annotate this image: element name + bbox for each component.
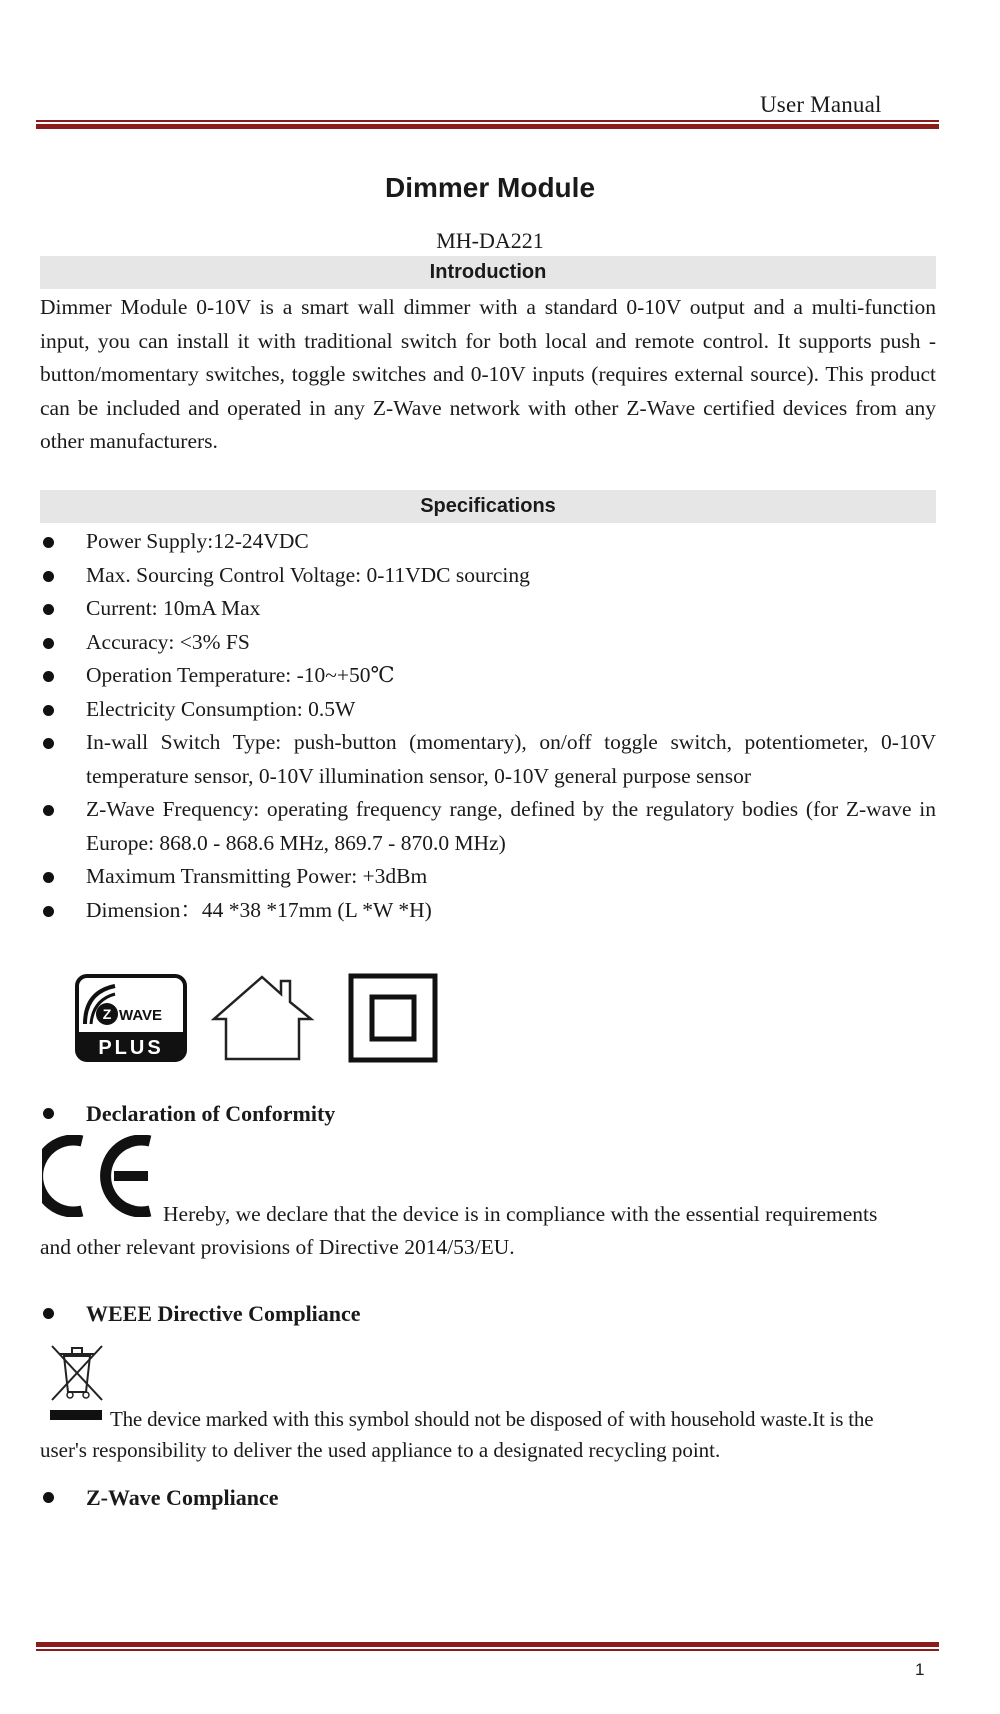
weee-text-line2: user's responsibility to deliver the used appliance to a designated recycling point. xyxy=(40,1438,721,1462)
spec-item: Operation Temperature: -10~+50℃ xyxy=(40,659,936,693)
weee-bin-icon xyxy=(48,1342,106,1402)
zwave-logo-text: WAVE xyxy=(119,1007,163,1024)
bullet-icon xyxy=(43,638,54,649)
spec-item: Accuracy: <3% FS xyxy=(40,626,936,660)
weee-heading: WEEE Directive Compliance xyxy=(40,1297,936,1330)
zwave-plus-logo-icon xyxy=(75,974,187,1062)
bullet-icon xyxy=(43,705,54,716)
bullet-icon xyxy=(43,571,54,582)
spec-item: Z-Wave Frequency: operating frequency range, defined by the regulatory bodies (for Z-wave in Europe: 868.0 - 868.6 MHz, 869.7 - 870.0 MHz) xyxy=(40,793,936,860)
bullet-icon xyxy=(43,671,54,682)
model-number: MH-DA221 xyxy=(436,228,544,253)
double-insulation-icon xyxy=(348,973,438,1063)
declaration-text-line1: Hereby, we declare that the device is in compliance with the essential requirements xyxy=(163,1202,878,1226)
bullet-icon xyxy=(43,537,54,548)
header-rule xyxy=(36,120,939,129)
svg-text:Z: Z xyxy=(102,1006,112,1022)
bullet-icon xyxy=(43,1308,54,1319)
document-title: Dimmer Module xyxy=(384,172,596,203)
ce-mark-icon xyxy=(42,1135,160,1217)
introduction-heading: Introduction xyxy=(40,256,936,289)
declaration-heading: Declaration of Conformity xyxy=(40,1097,936,1130)
spec-item: Electricity Consumption: 0.5W xyxy=(40,693,936,727)
bullet-icon xyxy=(43,906,54,917)
zwave-compliance-heading: Z-Wave Compliance xyxy=(40,1481,936,1514)
bullet-icon xyxy=(43,872,54,883)
bullet-icon xyxy=(43,738,54,749)
bullet-icon xyxy=(43,604,54,615)
bullet-icon xyxy=(43,805,54,816)
bullet-icon xyxy=(43,1108,54,1119)
zwave-plus-text: PLUS xyxy=(98,1037,164,1059)
spec-item: Dimension：44 *38 *17mm (L *W *H) xyxy=(40,894,936,928)
bullet-icon xyxy=(43,1492,54,1503)
declaration-text-line2: and other relevant provisions of Directive 2014/53/EU. xyxy=(40,1235,515,1259)
introduction-text: Dimmer Module 0-10V is a smart wall dimmer with a standard 0-10V output and a multi-function input, you can install it with traditional switch for both local and remote control. It supports push -button/momentary switches, toggle switches and 0-10V inputs (requires external source). This product can be included and operated in any Z-Wave network with other Z-Wave certified devices from any other manufacturers. xyxy=(40,295,936,453)
footer-rule xyxy=(36,1642,939,1651)
spec-item: In-wall Switch Type: push-button (momentary), on/off toggle switch, potentiometer, 0-10V temperature sensor, 0-10V illumination sensor, 0-10V general purpose sensor xyxy=(40,726,936,793)
weee-bar-icon xyxy=(50,1410,102,1420)
header-title: User Manual xyxy=(760,92,882,117)
weee-text-line1: The device marked with this symbol should not be disposed of with household waste.It is the xyxy=(110,1407,874,1431)
house-icon xyxy=(210,973,315,1063)
spec-item: Current: 10mA Max xyxy=(40,592,936,626)
specifications-heading: Specifications xyxy=(40,490,936,523)
spec-item: Max. Sourcing Control Voltage: 0-11VDC sourcing xyxy=(40,559,936,593)
spec-item: Power Supply:12-24VDC xyxy=(40,525,936,559)
page-number: 1 xyxy=(915,1660,925,1679)
specifications-list xyxy=(40,525,936,927)
spec-item: Maximum Transmitting Power: +3dBm xyxy=(40,860,936,894)
